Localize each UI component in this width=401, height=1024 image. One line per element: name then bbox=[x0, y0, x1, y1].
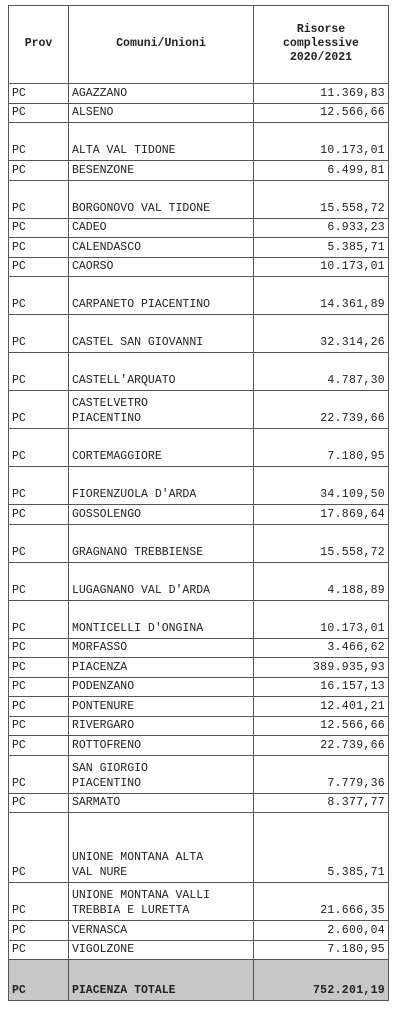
row-prov: PC bbox=[9, 524, 69, 562]
row-name-line: SAN GIORGIO bbox=[72, 761, 148, 775]
row-value: 22.739,66 bbox=[254, 736, 389, 756]
row-value: 21.666,35 bbox=[254, 883, 389, 921]
row-name bbox=[69, 677, 254, 697]
row-prov: PC bbox=[9, 677, 69, 697]
row-value: 10.173,01 bbox=[254, 600, 389, 638]
row-name-line: CASTEL SAN GIOVANNI bbox=[72, 336, 204, 349]
row-value: 8.377,77 bbox=[254, 793, 389, 813]
row-name-line: BORGONOVO VAL TIDONE bbox=[72, 201, 211, 215]
row-name bbox=[69, 600, 254, 638]
row-name-line: VERNASCA bbox=[72, 923, 128, 937]
header-risorse-line-3: 2020/2021 bbox=[289, 50, 353, 64]
table-row bbox=[9, 180, 389, 218]
row-value: 34.109,50 bbox=[254, 467, 389, 505]
row-name-line: CASTELL'ARQUATO bbox=[72, 374, 176, 387]
table-row bbox=[9, 562, 389, 600]
total-prov: PC bbox=[9, 960, 69, 1001]
row-prov: PC bbox=[9, 84, 69, 104]
row-name bbox=[69, 697, 254, 717]
row-name-line: MORFASSO bbox=[72, 641, 128, 654]
row-value: 7.779,36 bbox=[254, 755, 389, 793]
row-name-line: FIORENZUOLA D'ARDA bbox=[72, 488, 197, 501]
row-name bbox=[69, 180, 254, 218]
row-value: 17.869,64 bbox=[254, 505, 389, 525]
row-value: 12.566,66 bbox=[254, 716, 389, 736]
row-name-line: PIACENTINO bbox=[72, 412, 142, 425]
row-value: 7.180,95 bbox=[254, 429, 389, 467]
row-value: 14.361,89 bbox=[254, 277, 389, 315]
table-row bbox=[9, 161, 389, 181]
row-name bbox=[69, 755, 254, 793]
row-value: 7.180,95 bbox=[254, 940, 389, 960]
row-name bbox=[69, 562, 254, 600]
row-name bbox=[69, 813, 254, 883]
table-row bbox=[9, 940, 389, 960]
row-name bbox=[69, 940, 254, 960]
row-value: 3.466,62 bbox=[254, 638, 389, 658]
row-name-line: PODENZANO bbox=[72, 680, 135, 693]
row-name bbox=[69, 658, 254, 678]
row-name bbox=[69, 883, 254, 921]
row-prov: PC bbox=[9, 755, 69, 793]
row-prov: PC bbox=[9, 391, 69, 429]
row-prov: PC bbox=[9, 161, 69, 181]
table-row bbox=[9, 716, 389, 736]
row-value: 12.401,21 bbox=[254, 697, 389, 717]
table-row bbox=[9, 353, 389, 391]
table-row bbox=[9, 697, 389, 717]
row-prov: PC bbox=[9, 123, 69, 161]
table-row bbox=[9, 677, 389, 697]
row-name bbox=[69, 161, 254, 181]
table-row bbox=[9, 391, 389, 429]
row-name bbox=[69, 921, 254, 941]
table-row bbox=[9, 123, 389, 161]
row-name-line: UNIONE MONTANA ALTA bbox=[72, 851, 204, 864]
row-name bbox=[69, 353, 254, 391]
row-value: 16.157,13 bbox=[254, 677, 389, 697]
header-risorse-line-1: Risorse bbox=[296, 22, 346, 36]
row-prov: PC bbox=[9, 562, 69, 600]
row-prov: PC bbox=[9, 600, 69, 638]
table-row bbox=[9, 524, 389, 562]
row-name-line: GRAGNANO TREBBIENSE bbox=[72, 545, 204, 559]
row-name bbox=[69, 277, 254, 315]
row-name-line: TREBBIA E LURETTA bbox=[72, 904, 190, 917]
total-row bbox=[9, 960, 389, 1001]
table-row bbox=[9, 793, 389, 813]
row-prov: PC bbox=[9, 103, 69, 123]
table-row bbox=[9, 218, 389, 238]
row-value: 5.385,71 bbox=[254, 813, 389, 883]
row-prov: PC bbox=[9, 353, 69, 391]
row-name bbox=[69, 736, 254, 756]
total-name: PIACENZA TOTALE bbox=[69, 960, 254, 1001]
row-name-line: ROTTOFRENO bbox=[72, 738, 142, 752]
row-name-line: PIACENTINO bbox=[72, 776, 142, 790]
table-row bbox=[9, 638, 389, 658]
row-name-line: SARMATO bbox=[72, 796, 121, 809]
row-value: 5.385,71 bbox=[254, 238, 389, 258]
row-prov: PC bbox=[9, 638, 69, 658]
row-name bbox=[69, 103, 254, 123]
table-header-row bbox=[9, 6, 389, 84]
row-prov: PC bbox=[9, 716, 69, 736]
row-prov: PC bbox=[9, 736, 69, 756]
row-name bbox=[69, 315, 254, 353]
row-name bbox=[69, 716, 254, 736]
table-row bbox=[9, 505, 389, 525]
table-row bbox=[9, 84, 389, 104]
header-risorse-line-2: complessive bbox=[283, 36, 359, 50]
row-value: 4.787,30 bbox=[254, 353, 389, 391]
row-prov: PC bbox=[9, 940, 69, 960]
row-prov: PC bbox=[9, 813, 69, 883]
row-name-line: VIGOLZONE bbox=[72, 943, 135, 956]
row-prov: PC bbox=[9, 467, 69, 505]
row-prov: PC bbox=[9, 180, 69, 218]
row-name-line: RIVERGARO bbox=[72, 719, 135, 732]
row-name bbox=[69, 524, 254, 562]
row-prov: PC bbox=[9, 238, 69, 258]
table-row bbox=[9, 600, 389, 638]
row-name bbox=[69, 218, 254, 238]
row-name-line: CALENDASCO bbox=[72, 240, 142, 254]
row-value: 6.499,81 bbox=[254, 161, 389, 181]
row-prov: PC bbox=[9, 883, 69, 921]
row-name bbox=[69, 391, 254, 429]
table-row bbox=[9, 103, 389, 123]
table-row bbox=[9, 315, 389, 353]
table-row bbox=[9, 467, 389, 505]
row-value: 4.188,89 bbox=[254, 562, 389, 600]
header-risorse bbox=[254, 6, 389, 84]
table-row bbox=[9, 277, 389, 315]
table-row bbox=[9, 257, 389, 277]
row-name-line: AGAZZANO bbox=[72, 86, 128, 100]
row-prov: PC bbox=[9, 658, 69, 678]
table-row bbox=[9, 883, 389, 921]
row-value: 389.935,93 bbox=[254, 658, 389, 678]
row-prov: PC bbox=[9, 697, 69, 717]
row-name-line: CARPANETO PIACENTINO bbox=[72, 298, 211, 311]
row-prov: PC bbox=[9, 218, 69, 238]
row-prov: PC bbox=[9, 277, 69, 315]
table-row bbox=[9, 238, 389, 258]
row-name-line: CADEO bbox=[72, 221, 107, 234]
row-name-line: CASTELVETRO bbox=[72, 397, 148, 410]
header-prov: Prov bbox=[9, 6, 69, 84]
row-name bbox=[69, 257, 254, 277]
row-value: 22.739,66 bbox=[254, 391, 389, 429]
table-row bbox=[9, 429, 389, 467]
row-name bbox=[69, 638, 254, 658]
row-value: 6.933,23 bbox=[254, 218, 389, 238]
table-row bbox=[9, 736, 389, 756]
row-name-line: ALTA VAL TIDONE bbox=[72, 144, 176, 157]
row-name bbox=[69, 238, 254, 258]
row-name-line: UNIONE MONTANA VALLI bbox=[72, 889, 211, 902]
row-value: 10.173,01 bbox=[254, 123, 389, 161]
row-name-line: GOSSOLENGO bbox=[72, 507, 142, 521]
header-comuni: Comuni/Unioni bbox=[69, 6, 254, 84]
row-prov: PC bbox=[9, 505, 69, 525]
row-name-line: VAL NURE bbox=[72, 866, 128, 879]
table-row bbox=[9, 755, 389, 793]
table-row bbox=[9, 658, 389, 678]
row-value: 15.558,72 bbox=[254, 524, 389, 562]
row-value: 2.600,04 bbox=[254, 921, 389, 941]
row-name-line: BESENZONE bbox=[72, 163, 135, 177]
row-name bbox=[69, 123, 254, 161]
row-name-line: MONTICELLI D'ONGINA bbox=[72, 621, 204, 635]
row-name-line: CAORSO bbox=[72, 260, 114, 273]
row-name-line: PIACENZA bbox=[72, 660, 128, 674]
row-prov: PC bbox=[9, 793, 69, 813]
row-value: 12.566,66 bbox=[254, 103, 389, 123]
row-value: 32.314,26 bbox=[254, 315, 389, 353]
row-name-line: LUGAGNANO VAL D'ARDA bbox=[72, 583, 211, 597]
row-prov: PC bbox=[9, 429, 69, 467]
row-name bbox=[69, 505, 254, 525]
row-prov: PC bbox=[9, 921, 69, 941]
row-value: 15.558,72 bbox=[254, 180, 389, 218]
row-name bbox=[69, 793, 254, 813]
row-prov: PC bbox=[9, 257, 69, 277]
row-prov: PC bbox=[9, 315, 69, 353]
row-name-line: PONTENURE bbox=[72, 699, 135, 713]
row-name bbox=[69, 84, 254, 104]
row-value: 10.173,01 bbox=[254, 257, 389, 277]
row-name bbox=[69, 467, 254, 505]
total-value: 752.201,19 bbox=[254, 960, 389, 1001]
row-name bbox=[69, 429, 254, 467]
resources-table bbox=[8, 5, 389, 1001]
row-name-line: CORTEMAGGIORE bbox=[72, 450, 162, 463]
row-value: 11.369,83 bbox=[254, 84, 389, 104]
table-row bbox=[9, 813, 389, 883]
row-name-line: ALSENO bbox=[72, 106, 114, 119]
table-row bbox=[9, 921, 389, 941]
